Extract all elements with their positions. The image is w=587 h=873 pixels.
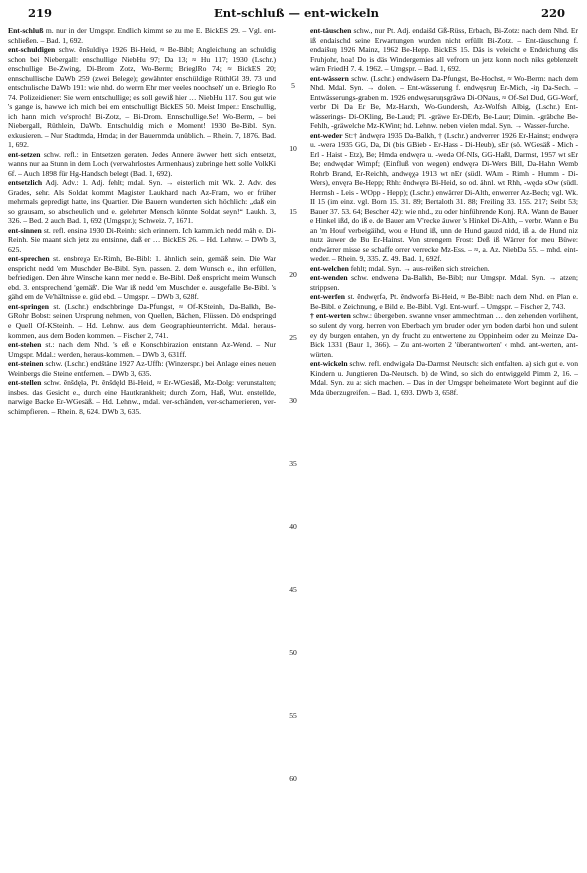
entry-text: schw. (Lschr.) endwäsern Da-Pfungst, Be-Hochst, ≈ Wo-Berm: nach dem Nhd. Mdal. Syn. → dolen. – Ent-wässerung f. endwęsruŋ Er-Mich, -iŋ Da-Sech. – Entwässerungs-graben m. 1926 endwęsəruŋsgrāwə Di-ONaus, ≈ Of-Sel Dud, GG-Worf, verbr Di Da Er Be, Mz-Harxh, Wo-Gundersh, Az-Wolfsh Albig, (Lschr.) Ent-wässerings- Di-OKling, Be-Laud; Pl. -gräwe Er-DErb, Be-Laur; Dimin. -gräbche Be-Fehlh, -gräwelche Mz-KWint; hd. Lehnw. neben vielen mdal. Syn. → Wasser-furche. <box>310 73 578 131</box>
dictionary-entry <box>8 359 276 378</box>
dictionary-entry <box>8 26 276 45</box>
entry-headword: † ent-werten <box>310 311 351 321</box>
entry-text: schw. ĕnšdęlə, Pt. ĕnšdęld Bi-Heid, ≈ Er-WGesäß, Mz-Dolg: verunstalten; insbes. das Gesicht e., durch eine Hautkrankheit; durch Zorn, Haß, Wut. enstellde, narwige Backe Er-WGesäß. – Hd. Lehnw., mdal. ver-schänden, ver-schamerieren, ver-schimpfieren. – Rhein. 8, 624. DWb 3, 635. <box>8 378 276 416</box>
line-number: 50 <box>289 648 297 658</box>
line-number: 55 <box>289 711 297 721</box>
dictionary-entry <box>8 178 276 226</box>
entry-headword: ent-sprechen <box>8 254 50 264</box>
entry-text: schw. (Lschr.) endštäne 1927 Az-Uffh: (Winzerspr.) bei Anlage eines neuen Weinbergs die Steine entfernen. – DWb 3, 635. <box>8 359 276 378</box>
dictionary-entry <box>310 131 578 264</box>
entry-headword: ent-steinen <box>8 359 44 369</box>
dictionary-entry <box>310 264 578 274</box>
dictionary-entry <box>310 311 578 359</box>
left-page-number: 219 <box>28 6 53 20</box>
line-number: 40 <box>289 522 297 532</box>
right-column <box>302 26 578 872</box>
entry-text: St:† ändwęrə 1935 Da-Balkh, † (Lschr.) andverrer 1926 Er-Hainst; endwęrə u. -werə 1935 GG, Da, Di (bis GBieb - Er-Hass - Di-Heub), sEr (sö. WGesäß - Mich - Erl - Haist - Etz), Be; Hmda endwęrə u. -wedə Of-NIs, GG-Haßl, Darmst, 1957 wt sEr Be; endwędər Wimpf; (Einfluß von wegen) endwęrə Di-Wers Bill, Da-Hahn Wemb Rohrb Brand, Er-Reichh, andwęχə 1913 wt nEr (südl. WAm - Rimh - Humm - Di-Wers), envęrə Be-Hepp; Rhh: ĕndwęrə Bi-Heid, so od. ähnl. wt Rhh, -wędə sOw (südl. Herrnsh - Leis - WOpp - Hepp); (Lschr.) enwärrer Di-Alth, enwerrer Az-Bech; vgl. Wk. II 15 (im einz. vgl. Born 15. 31. 89; Bertaloth 31. 88; Freiling 33. 155. 217; Seibt 53; Bauer 37. 53. 64; Bescher 42): wie nhd., zu oder hinführende Konj. RA. Wann de Bauer e Hinkel ißd, do iß e. de Bauer am V'recke äuwer 's Hinkel Di-Alth, – verbr. Wann e Bu an 'm Houf verbeigäihd, wou e Hund iß, unn de Hund gauzd nidd, iß a. de Hund niz nutz äuwer de Bu Er-Hainst. Von strengem Frost: Deß iß Wärrer for meu Büwe: endwärrer misse se schaffe orrer verrecke Mz-Ess. – ≈, a. Az. NiebDa 55. – mhd. eint-weder. – Rhein. 9, 335. Z. 49. Bad. 1, 692f. <box>310 130 578 264</box>
dictionary-entry <box>8 340 276 359</box>
dictionary-entry <box>310 359 578 397</box>
line-number: 25 <box>289 333 297 343</box>
entry-text: schw., nur Pt. Adj. endaišd Gß-Rüss, Erbach, Bi-Zotz: nach dem Nhd. Er iß endaischd seine Erwartungen wurden nicht erfüllt Bi-Zotz. – Ent-täuschung f. endaišuŋ 1926 Mainz, 1962 Be-Hepp. BickES 15. Däs is veleicht e Endeichung dis Fruhjohr, hoa! Do is däs Windergemies all vefrorn un jetz konn noch niks geblenzelt wärn FriedH 7. 4. 1962. – Umgspr. – Bad. 1, 692. <box>310 26 578 74</box>
dictionary-entry <box>8 254 276 302</box>
entry-text: fehlt; mdal. Syn. → aus-reißen sich streichen. <box>348 263 490 273</box>
text-columns <box>8 26 579 872</box>
page-header <box>8 6 579 22</box>
entry-text: m. nur in der Umgspr. Endlich kimmt se zu me E. BickES 29. – Vgl. ent-schließen. – Bad. 1, 692. <box>8 26 276 45</box>
entry-text: st. (Lschr.) endschbringe Da-Pfungst, ≈ Of-KSteinh, Da-Balkh, Be-GRohr Bobst: seinen Ursprung nehmen, von Quellen, Bächen, Flüssen. Dò endspringd e Quell Of-KSteinh. – Hd. Lehnw. aus dem Geographieunterricht. Mdal. heraus-kommen, aus dem Boden kommen. – Fischer 2, 741. <box>8 301 276 340</box>
entry-headword: ent-werfen <box>310 292 345 302</box>
dictionary-entry <box>310 273 578 292</box>
entry-text: schw.: übergeben. swanne vnser ammechtman … den zehenden vorlihent, so sulent dy vorg. herren von Eberbach yrn bruder oder yrn boden darbi hon und sulent ey dy burgen entahen, yn dy frucht zu entwertene zu Oppinheim oder zu Meinze Da-Bick 1331 (Baur 1, 366). – Zu ant-worten 2 'überantworten' ‹ mhd. ant-werten, ant-würten. <box>310 311 578 359</box>
entry-headword: ent-weder <box>310 130 343 140</box>
dictionary-entry <box>8 45 276 150</box>
dictionary-entry <box>8 150 276 179</box>
entry-text: st.: nach dem Nhd. 's eß e Konschbirazion entstann Az-Wend. – Nur Umgspr. Mdal.: werden, heraus-kommen. – DWb 3, 631ff. <box>8 340 276 359</box>
line-number: 45 <box>289 585 297 595</box>
entry-text: st. refl. ensinə 1930 Di-Reinh: sich erinnern. Ich kamm.ich nedd mäh e. Di-Reinh. Sie maant sich jetz zu entsinne, daß er … BickES 26. – Hd. Lehnw. – DWb 3, 625. <box>8 225 276 254</box>
left-column <box>8 26 284 872</box>
entry-headword: ent-wenden <box>310 273 348 283</box>
entry-text: schw. refl. endwigələ Da-Darmst Neutsch: sich entfalten. a) sich gut e. von Kindern u. Jungtieren Da-Neutsch. b) de Wind, so sich do entwiggeld Pimm 2, 16. – Mdal. Syn. zu a: sich machen. – Das in der Umgspr beheimatete Wort beginnt auf die Mda überzugreifen. – Bad. 1, 693. DWb 3, 658f. <box>310 359 578 397</box>
entry-headword: ent-stellen <box>8 378 42 388</box>
entry-headword: Ent-schluß <box>8 26 44 35</box>
entry-headword: ent-setzen <box>8 149 41 159</box>
line-number: 15 <box>289 207 297 217</box>
line-number: 20 <box>289 270 297 280</box>
right-page-number: 220 <box>540 6 565 20</box>
entry-headword: ent-welchen <box>310 263 349 273</box>
entry-headword: ent-wickeln <box>310 359 348 369</box>
entry-headword: ent-wässern <box>310 73 349 83</box>
entry-text: st. ensbreχə Er-Rimh, Be-Bibl: 1. ähnlich sein, gemäß sein. Die War enspricht nedd 'em Muschder Be-Bibl. Syn. passen. 2. dem Wunsch e., ihn erfüllen, befriedigen. Den ähre Winsche kann mer nedd e. Be-Bibl. Deß enspricht meim Wunsch ebd. 3. entsprechend 'gemäß'. Die War iß nedd 'em Muschder e. ausgefalle Be-Bibl. 's gähd em de Ve'hältnisse e. güd ebd. – Umgspr. – DWb 3, 628f. <box>8 254 276 302</box>
entry-headword: ent-sinnen <box>8 225 42 235</box>
dictionary-entry <box>310 26 578 74</box>
dictionary-entry <box>8 378 276 416</box>
entry-headword: ent-springen <box>8 301 49 311</box>
entry-text: schw. ĕnšuldiɣə 1926 Bi-Heid, ≈ Be-Bibl; Angleichung an schuldig schon bei Niebergall: enschullige NiebHu 97; Da 13; ≈ Hu 117; 1930 (Lschr.) enschullige Be-Zwing, Di-Brom Zotz, Wo-Berm; BrieglRo 74; ≈ BickES 20; ennschullische DaWb 259 (zwei Belege); gewähnter enschüldige RüthlGl 39. 73 und entschulische DaWb 191: wie nhd. do werrn Ehr mer veeles noochseh' un e. Brieglo Ro 74. Polizeidiener: Sie wern entschullige; es soll gewiß hier … NiebHu 117. Sou gut wie 's gange is, hawwe ich mich bei em entschulligt BickES 50. Meist Imper.: Enschullig, ich hann mich ve'sproch! Bi-Zotz, – Bi-Drom. Ennschullige.Se! Wo-Berm, – bei Niebergall, Rüthlein, DaWb. Entschuldig mich e Moment! 1930 Be-Bibl. Syn. exkusieren. – Nur Stadtmda, Hmda; in der Bauernmda unüblich. – Rhein. 7, 1876. Bad. 1, 692. <box>8 45 276 150</box>
entry-text: schw. endwenə Da-Balkh, Be-Bibl; nur Umgspr. Mdal. Syn. → atzen; strippsen. <box>310 273 578 292</box>
running-title: Ent-schluß — ent-wickeln <box>213 6 380 20</box>
entry-text: schw. refl.: in Entsetzen geraten. Jedes Annere äwwer hett sich entsetzt, wanns nur aa Stunn in dem Loch (verwahrlostes Armenhaus) zubringe hett solle VolkKi 6f. – Auch 1898 für Hg-Handsch belegt (Bad. 1, 692). <box>8 149 276 178</box>
line-number: 35 <box>289 459 297 469</box>
entry-headword: ent-täuschen <box>310 26 352 35</box>
line-number: 60 <box>289 774 297 784</box>
dictionary-entry <box>8 226 276 255</box>
dictionary-entry <box>310 74 578 131</box>
line-number: 30 <box>289 396 297 406</box>
entry-text: Adj. Adv.: 1. Adj. fehlt; mdal. Syn. → eisterlich mit Wk. 2. Adv. des Grades, sehr. Als Soldat kommt Magister Laukhard nach Az-Fram, wo er früher mehrmals gepredigt hatte, ins Quartier. Die Bauern wunderten sich höchlich: „daß ein so grausam, so abscheulich und e. gelehrter Mensch könnte Soldat seyn!“ Laukh. 3, 326. – Bed. 2 auch Bad. 1, 692 (Umgspr.); Schweiz. 7, 1671. <box>8 178 276 226</box>
line-number: 5 <box>291 81 295 91</box>
entry-text: st. ĕndwęrfə, Pt. ĕndworfə Bi-Heid, ≈ Be-Bibl: nach dem Nhd. en Plan e. Be-Bibl. e Zeichnung, e Bild e. Be-Bibl. Vgl. Ent-wurf. – Umgspr. – Fischer 2, 743. <box>310 292 578 311</box>
line-number: 10 <box>289 144 297 154</box>
dictionary-entry <box>310 292 578 311</box>
entry-headword: ent-schuldigen <box>8 45 56 55</box>
line-number-gutter <box>284 26 302 872</box>
dictionary-entry <box>8 302 276 340</box>
entry-headword: ent-stehen <box>8 340 42 350</box>
entry-headword: entsetzlich <box>8 178 43 188</box>
